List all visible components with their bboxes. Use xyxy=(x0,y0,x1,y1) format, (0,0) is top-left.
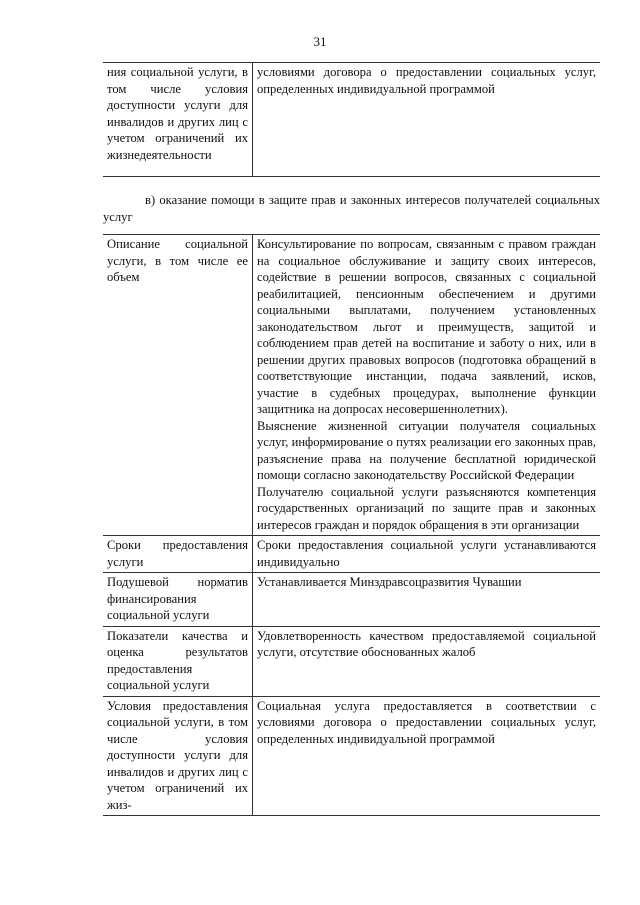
row-label: Подушевой норматив финансирования социальной услуги xyxy=(103,573,253,627)
row-label: Условия предоставления социальной услуги, в том числе условия доступности услуги для инвалидов и других лиц с учетом ограничений их жиз- xyxy=(103,696,253,816)
section-heading: в) оказание помощи в защите прав и законных интересов получателей социальных услуг xyxy=(103,193,600,224)
row-value: Социальная услуга предоставляется в соответствии с условиями договора о предоставлении социальных услуг, определенных индивидуальной программой xyxy=(253,696,601,816)
page-number: 31 xyxy=(313,34,327,49)
row-value: Удовлетворенность качеством предоставляемой социальной услуги, отсутствие обоснованных жалоб xyxy=(253,626,601,696)
row-value: условиями договора о предоставлении социальных услуг, определенных индивидуальной программой xyxy=(257,65,596,96)
row-label: Показатели качества и оценка результатов предоставления социальной услуги xyxy=(103,626,253,696)
continued-table xyxy=(103,62,600,177)
table-row xyxy=(103,626,600,696)
row-value xyxy=(253,235,601,536)
table-row xyxy=(103,235,600,536)
table-row xyxy=(103,696,600,816)
service-table xyxy=(103,234,600,816)
table-row xyxy=(103,573,600,627)
row-label: Описание социальной услуги, в том числе ее объем xyxy=(103,235,253,536)
table-row xyxy=(103,536,600,573)
paragraph: Консультирование по вопросам, связанным с правом граждан на социальное обслуживание и защиту своих интересов, содействие в решении вопросов, связанных с социальной реабилитацией, пенсионным обеспечением и другими социальными выплатами, получением установленных законодательством льгот и преимуществ, защитой и соблюдением прав детей на воспитание и заботу о них, или в решении других правовых вопросов (подготовка обращений в соответствующие инстанции, подача заявлений, исков, участие в судебных процедурах, выполнение функции защитника на допросах несовершеннолетних). xyxy=(257,237,596,416)
row-value: Сроки предоставления социальной услуги устанавливаются индивидуально xyxy=(253,536,601,573)
row-label: Сроки предоставления услуги xyxy=(103,536,253,573)
paragraph: Получателю социальной услуги разъясняются компетенция государственных организаций по защите прав и законных интересов граждан и порядок обращения в эти организации xyxy=(257,484,596,532)
row-value: Устанавливается Минздравсоцразвития Чувашии xyxy=(253,573,601,627)
row-label: ния социальной услуги, в том числе условия доступности услуги для инвалидов и других лиц с учетом ограничений их жизнедеятельности xyxy=(103,63,253,177)
paragraph: Выяснение жизненной ситуации получателя социальных услуг, информирование о путях реализации его законных прав, разъяснение права на получение бесплатной юридической помощи согласно законодательству Российской Федерации xyxy=(257,418,596,482)
table-row xyxy=(103,63,600,177)
